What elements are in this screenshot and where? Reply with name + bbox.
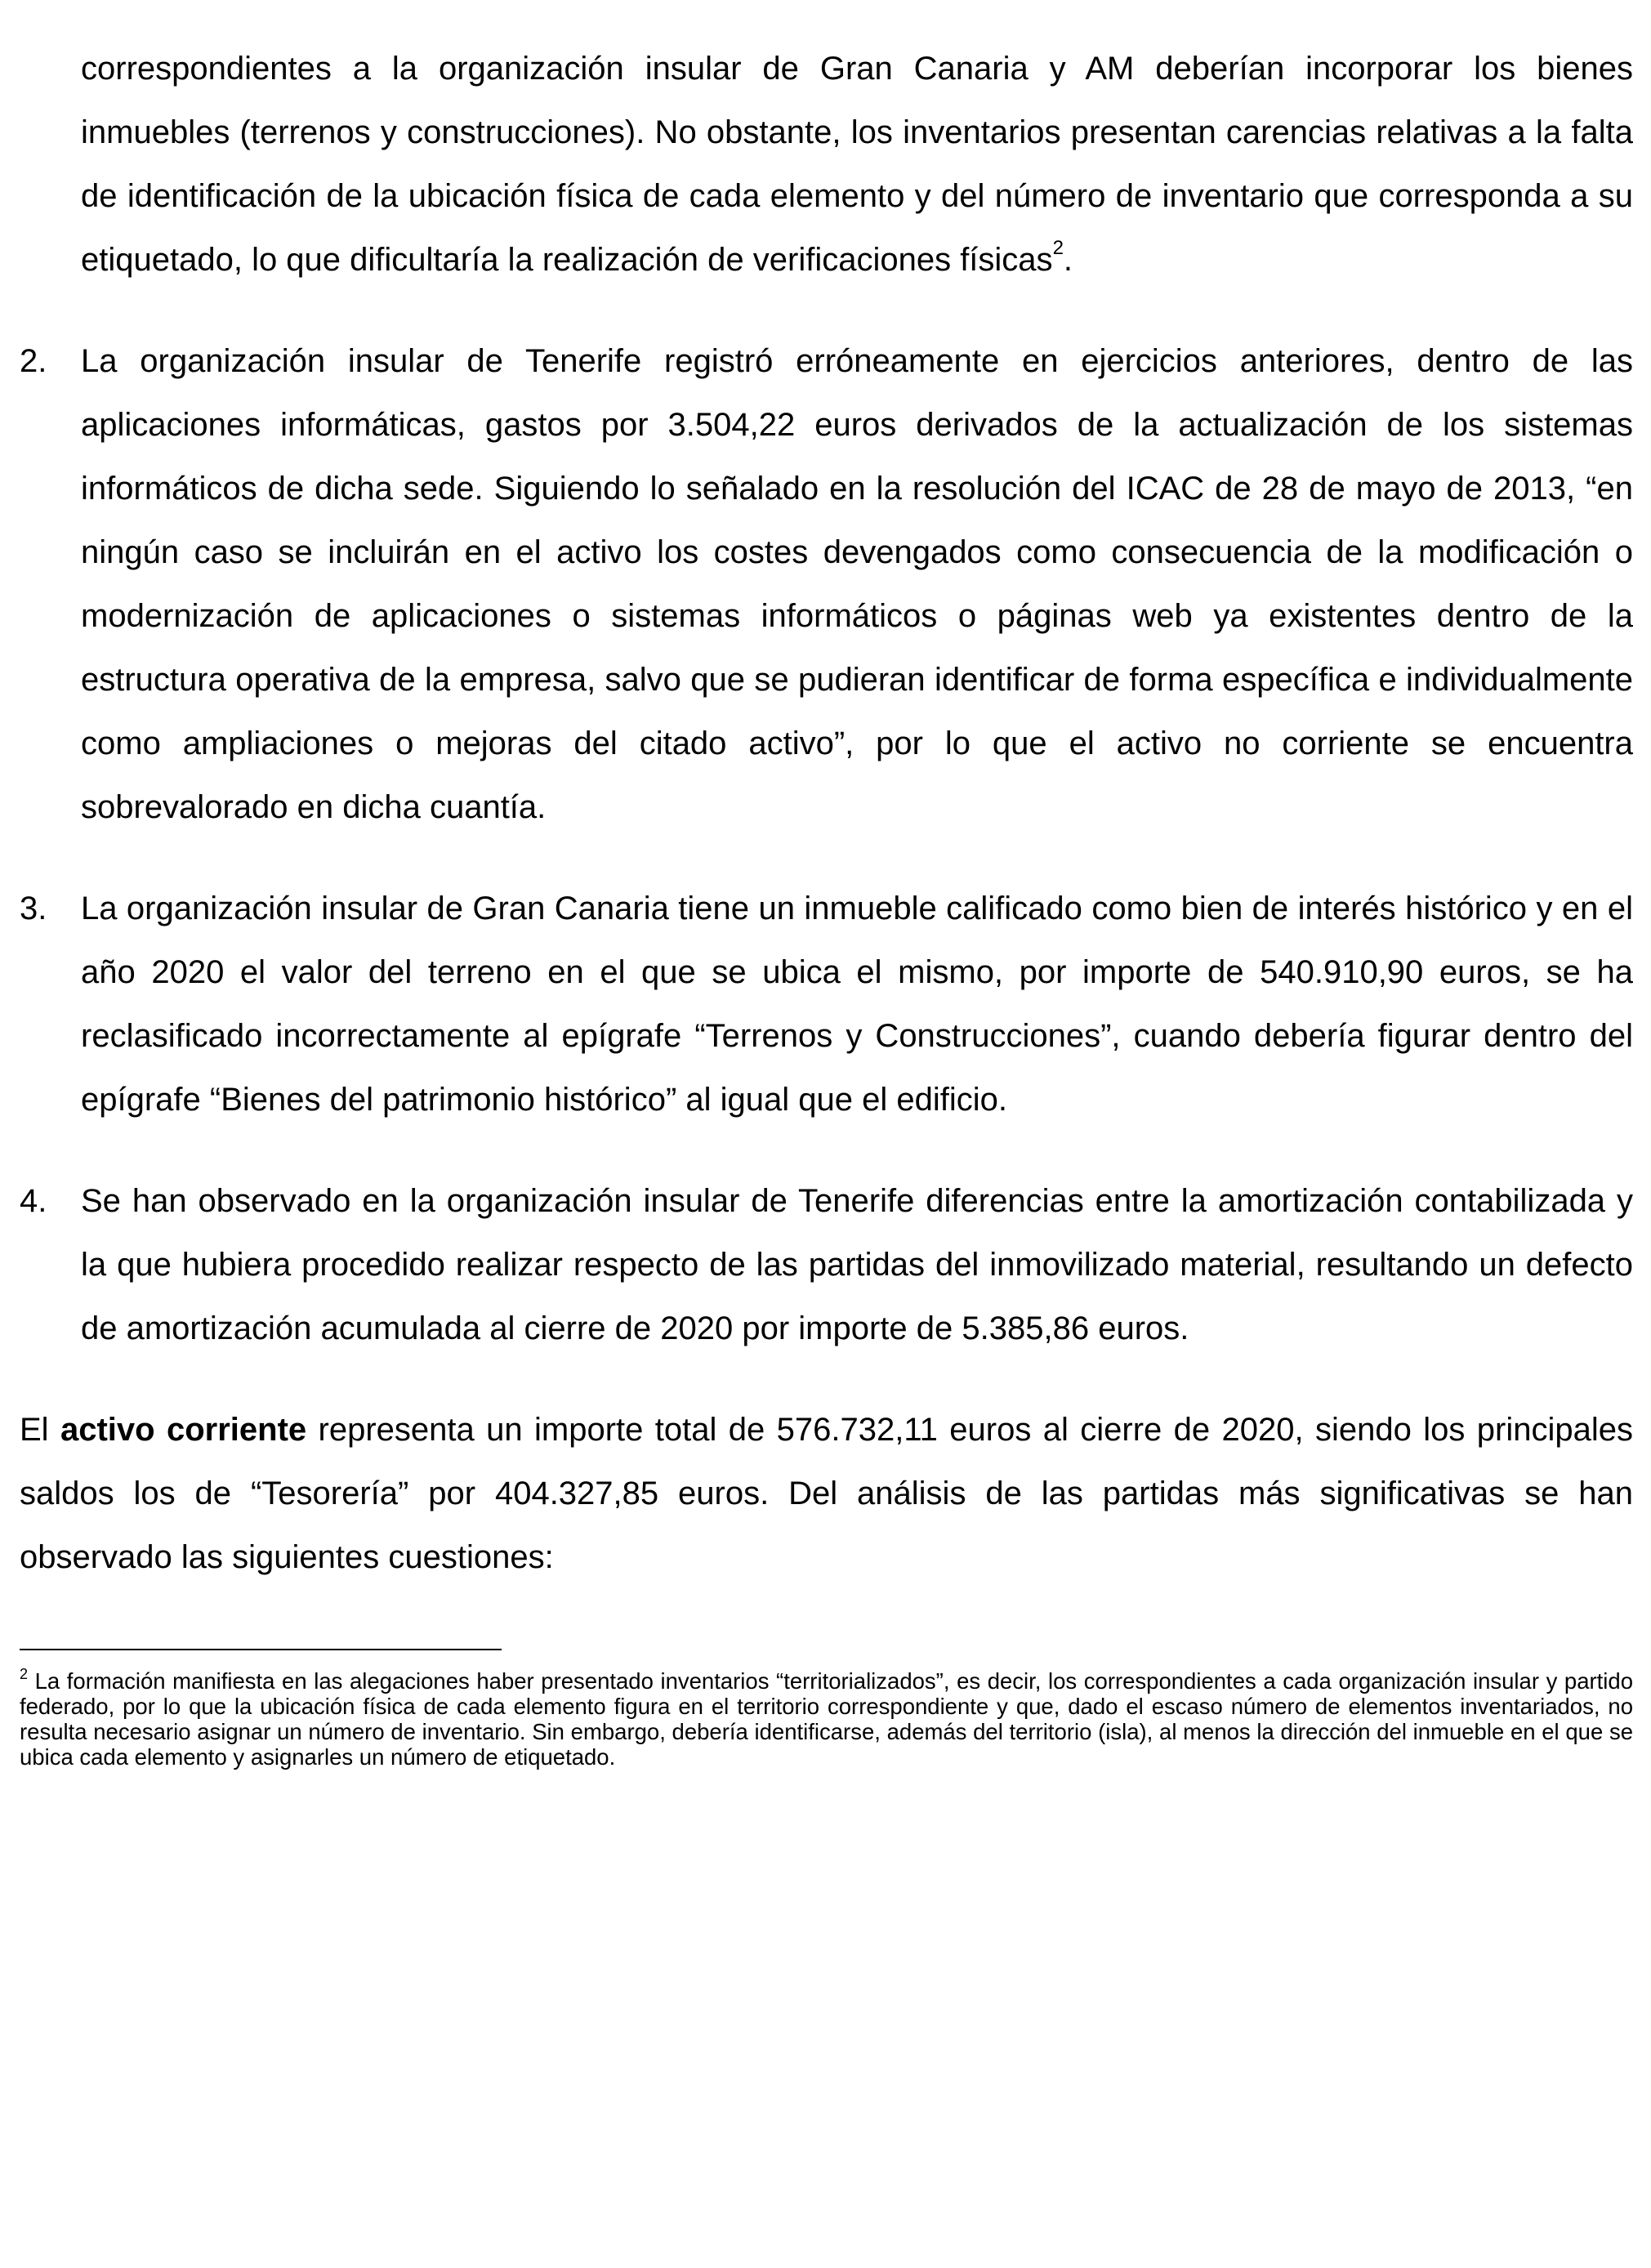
list-item-number: 3. [20,891,47,926]
continuation-text: correspondientes a la organización insular de Gran Canaria y AM deberían incorporar los bienes inmuebles (terrenos y construcciones). No obstante, los inventarios presentan carencias relativas a la falta de identificación de la ubicación física de cada elemento y del número de inventario que corresponda a su etiquetado, lo que dificultaría la realización de verificaciones físicas [81,51,1633,278]
document-page [20,37,1633,1589]
paragraph-rest: representa un importe total de 576.732,11 euros al cierre de 2020, siendo los principales saldos los de “Tesorería” por 404.327,85 euros. Del análisis de las partidas más significativas se han observado las siguientes cuestiones: [20,1412,1634,1575]
list-item [20,329,1633,839]
paragraph-bold-term: activo corriente [60,1412,307,1448]
continuation-end: . [1063,242,1073,278]
list-item-text: Se han observado en la organización insular de Tenerife diferencias entre la amortización contabilizada y la que hubiera procedido realizar respecto de las partidas del inmovilizado material, resultando un defecto de amortización acumulada al cierre de 2020 por importe de 5.385,86 euros. [81,1183,1633,1346]
list-item [20,1169,1633,1360]
continuation-paragraph [20,37,1633,292]
footnote-marker: 2 [20,1665,29,1682]
list-item-number: 4. [20,1183,47,1219]
footnote [20,1665,1633,1770]
list-item-text: La organización insular de Tenerife registró erróneamente en ejercicios anteriores, dentro de las aplicaciones informáticas, gastos por 3.504,22 euros derivados de la actualización de los sistemas informáticos de dicha sede. Siguiendo lo señalado en la resolución del ICAC de 28 de mayo de 2013, “en ningún caso se incluirán en el activo los costes devengados como consecuencia de la modificación o modernización de aplicaciones o sistemas informáticos o páginas web ya existentes dentro de la estructura operativa de la empresa, salvo que se pudieran identificar de forma específica e individualmente como ampliaciones o mejoras del citado activo”, por lo que el activo no corriente se encuentra sobrevalorado en dicha cuantía. [81,343,1633,825]
activo-corriente-paragraph [20,1398,1633,1589]
footnote-separator [20,1649,502,1650]
list-item-number: 2. [20,343,47,379]
footnote-reference[interactable]: 2 [1052,236,1064,259]
footnote-text: La formación manifiesta en las alegaciones haber presentado inventarios “territorializados”, es decir, los correspondientes a cada organización insular y partido federado, por lo que la ubicación física de cada elemento figura en el territorio correspondiente y que, dado el escaso número de elementos inventariados, no resulta necesario asignar un número de inventario. Sin embargo, debería identificarse, además del territorio (isla), al menos la dirección del inmueble en el que se ubica cada elemento y asignarles un número de etiquetado. [20,1668,1633,1770]
list-item-text: La organización insular de Gran Canaria tiene un inmueble calificado como bien de interés histórico y en el año 2020 el valor del terreno en el que se ubica el mismo, por importe de 540.910,90 euros, se ha reclasificado incorrectamente al epígrafe “Terrenos y Construcciones”, cuando debería figurar dentro del epígrafe “Bienes del patrimonio histórico” al igual que el edificio. [81,891,1633,1118]
paragraph-lead: El [20,1412,60,1448]
list-item [20,877,1633,1132]
